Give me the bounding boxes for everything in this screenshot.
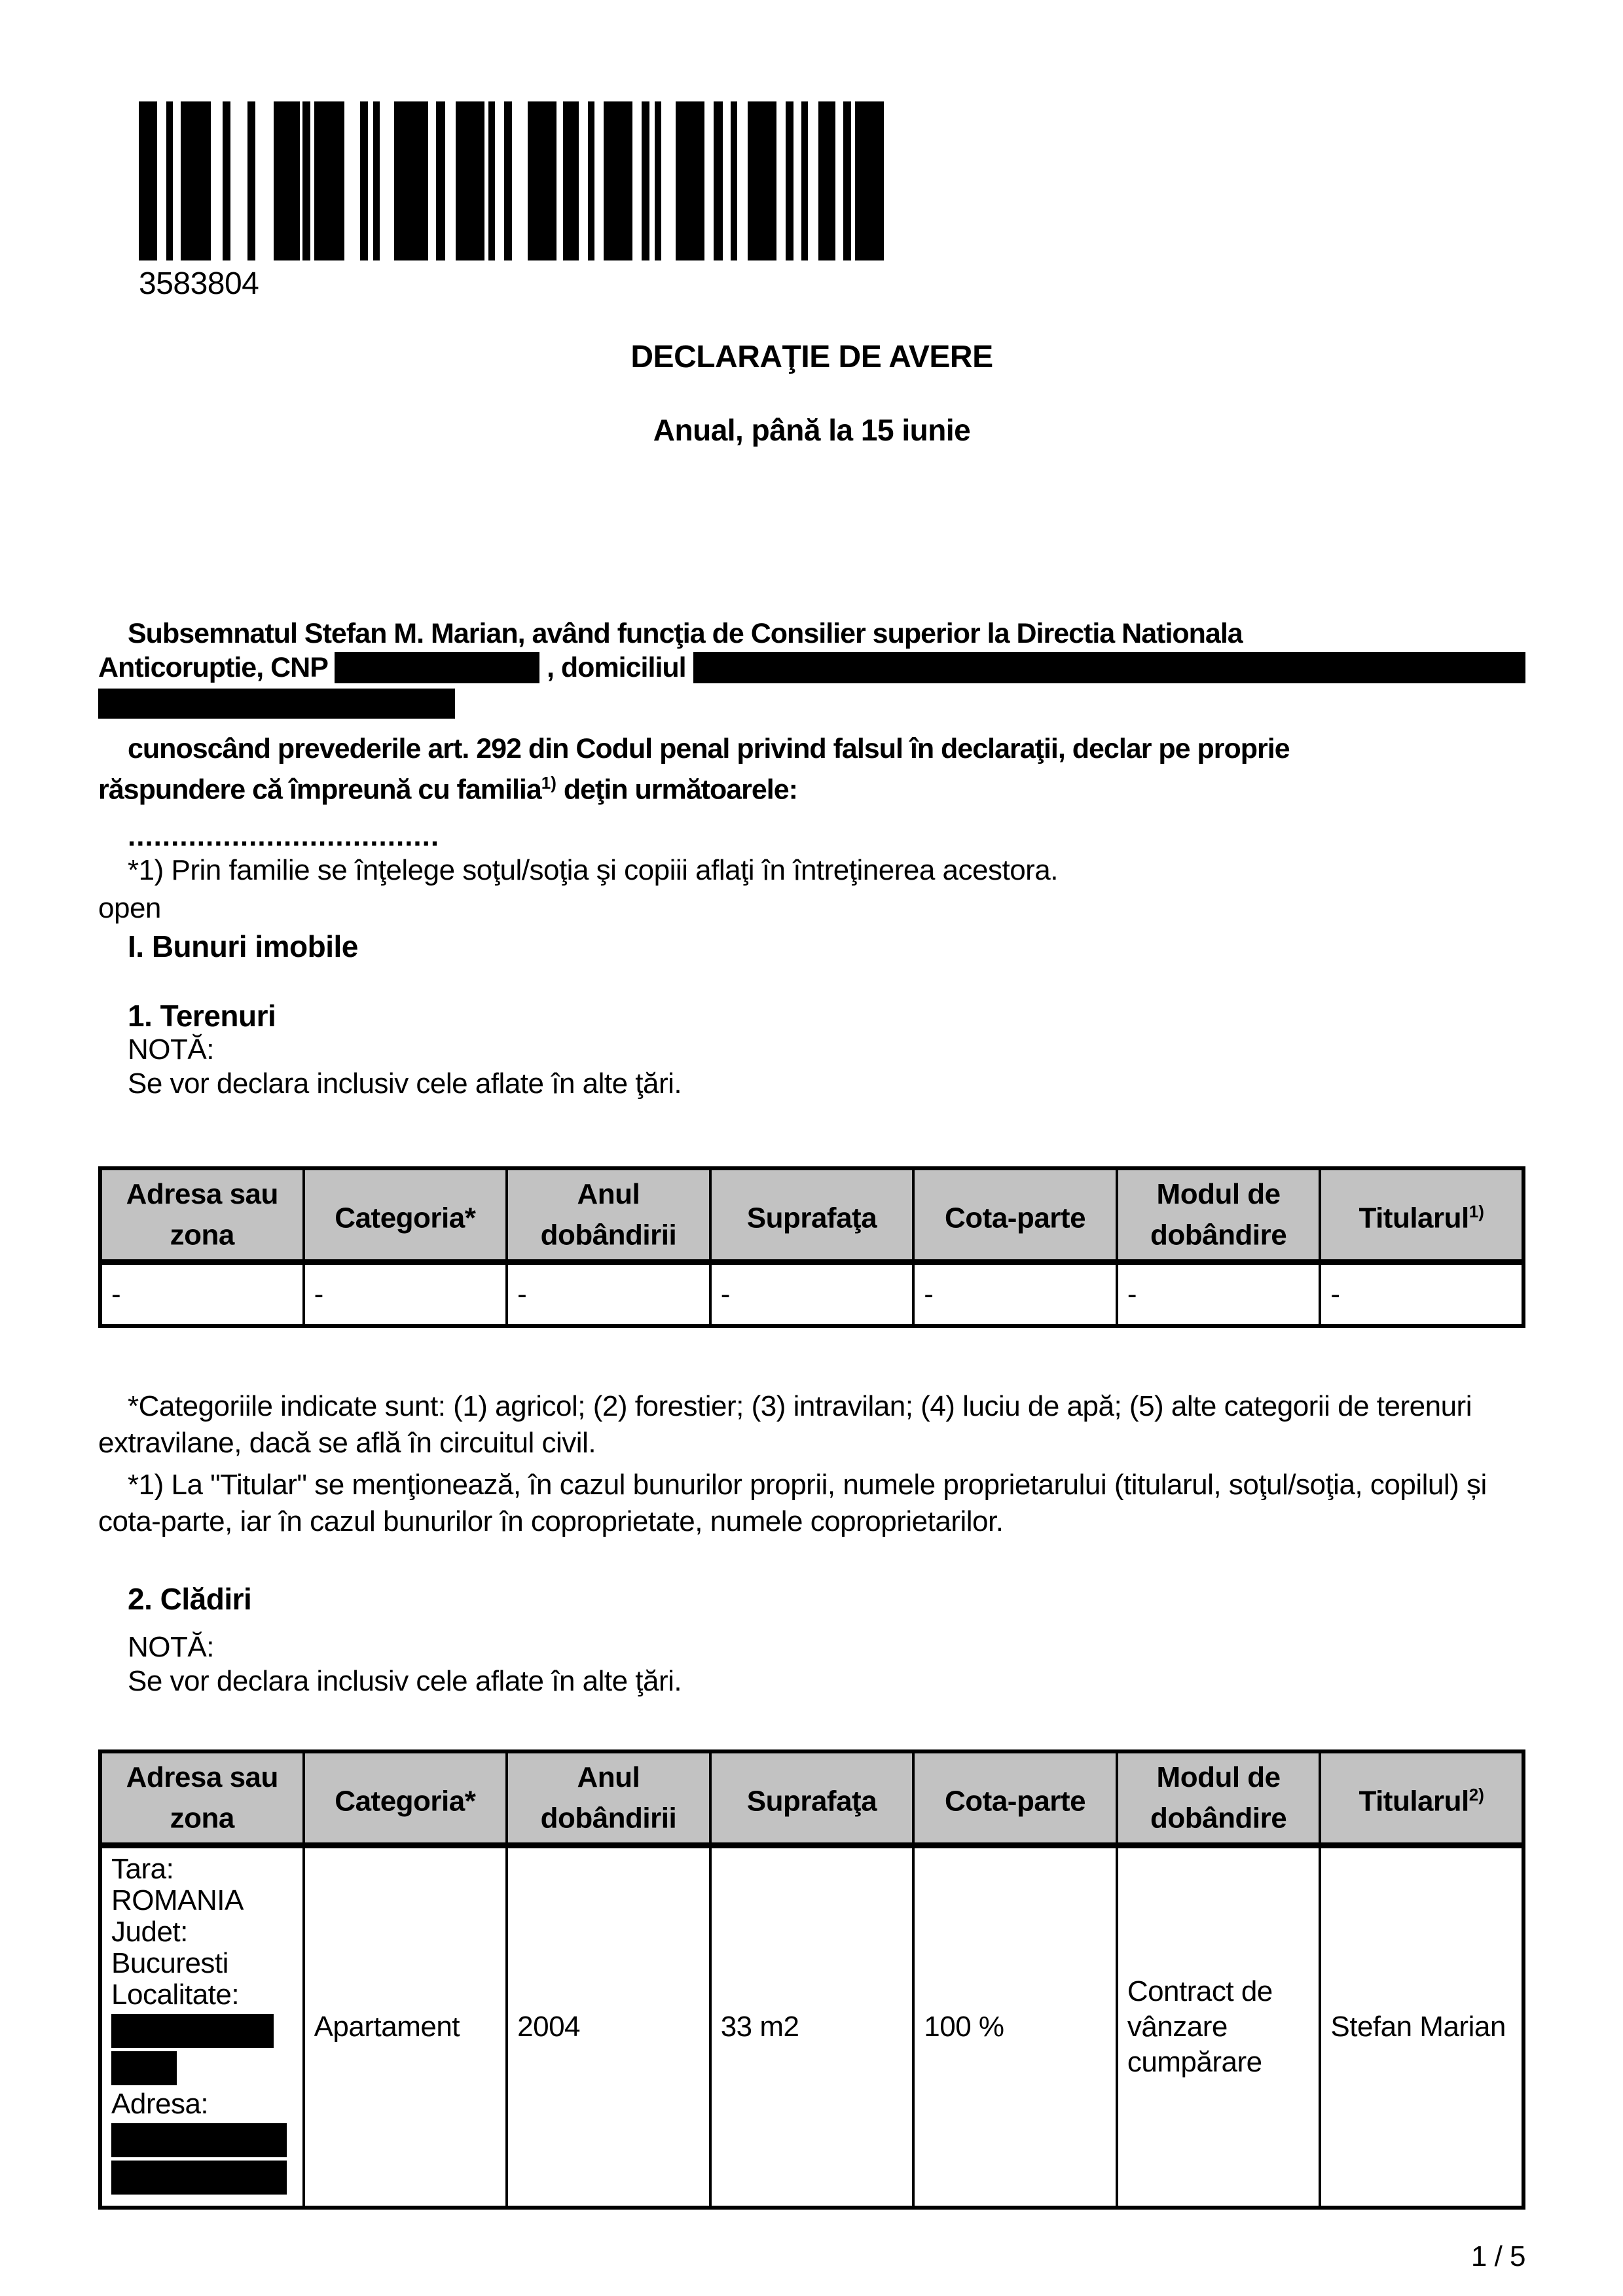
barcode-number: 3583804 [139, 266, 259, 301]
intro-line2-text-after-cnp: , domiciliul [539, 652, 693, 683]
header-label: Categoria* [335, 1785, 476, 1818]
terenuri-header-cota [913, 1168, 1117, 1263]
terenuri-header-adresa [100, 1168, 304, 1263]
intro-paragraph [98, 617, 1525, 719]
header-label: Suprafaţa [746, 1785, 877, 1818]
address-street-label: Adresa: [111, 2088, 209, 2121]
header-label: Anul dobândirii [540, 1178, 677, 1251]
address-county-value: Bucuresti [111, 1947, 228, 1980]
cladiri-header-cota [913, 1751, 1117, 1846]
header-label: Categoria* [335, 1202, 476, 1234]
cladiri-header-adresa [100, 1751, 304, 1846]
terenuri-header-modul [1117, 1168, 1321, 1263]
address-locality-label: Localitate: [111, 1979, 240, 2011]
cladiri-cell-modul: Contract de vânzare cumpărare [1117, 1846, 1321, 2208]
cladiri-cell-cota: 100 % [913, 1846, 1117, 2208]
cladiri-data-row [100, 1846, 1523, 2208]
cladiri-cell-anul: 2004 [507, 1846, 710, 2208]
barcode-image [139, 101, 884, 260]
cladiri-table-header [100, 1751, 1523, 1846]
cladiri-header-row [100, 1751, 1523, 1846]
header-label: Adresa sau zona [126, 1178, 278, 1251]
document-subtitle: Anual, până la 15 iunie [653, 413, 971, 447]
domicile-redaction-bar-continued [98, 689, 455, 719]
terenuri-cell-anul: - [507, 1263, 710, 1327]
declaration-line-1: cunoscând prevederile art. 292 din Codul penal privind falsul în declaraţii, declar pe proprie [128, 733, 1290, 764]
cladiri-cell-suprafata: 33 m2 [710, 1846, 914, 2208]
address-country-value: ROMANIA [111, 1884, 244, 1917]
domicile-redaction-bar [693, 652, 1525, 683]
header-label: Cota-parte [945, 1785, 1086, 1818]
terenuri-header-suprafata [710, 1168, 914, 1263]
locality-redaction-bar-2 [111, 2051, 177, 2085]
terenuri-cell-modul: - [1117, 1263, 1321, 1327]
terenuri-cell-titularul: - [1320, 1263, 1523, 1327]
nota-text-cladiri: Se vor declara inclusiv cele aflate în alte ţări. [128, 1665, 682, 1698]
page-number: 1 / 5 [1470, 2240, 1525, 2273]
declaration-line2-text: răspundere că împreună cu familia [98, 774, 541, 806]
terenuri-cell-categoria: - [304, 1263, 507, 1327]
cnp-redaction-bar [335, 652, 539, 683]
cladiri-cell-categoria: Apartament [304, 1846, 507, 2208]
section-bunuri-imobile: I. Bunuri imobile [128, 929, 358, 964]
family-definition-footnote: *1) Prin familie se înţelege soţul/soţia şi copiii aflaţi în întreţinerea acestora. [128, 854, 1059, 887]
header-label: Titularul [1359, 1785, 1469, 1818]
section-cladiri: 2. Clădiri [128, 1582, 252, 1617]
cladiri-cell-adresa [100, 1846, 304, 2208]
header-label: Adresa sau zona [126, 1761, 278, 1835]
terenuri-cell-cota: - [913, 1263, 1117, 1327]
address-country-label: Tara: [111, 1853, 174, 1886]
categories-footnote: *Categoriile indicate sunt: (1) agricol; (2) forestier; (3) intravilan; (4) luciu de apă; (5) alte categorii de terenuri extravilane, dacă se află în circuitul civil. [98, 1390, 1472, 1460]
nota-block-cladiri [98, 1630, 1525, 1698]
nota-label-cladiri: NOTĂ: [128, 1631, 214, 1664]
cladiri-header-modul [1117, 1751, 1321, 1846]
terenuri-header-anul [507, 1168, 710, 1263]
terenuri-table-header [100, 1168, 1523, 1263]
cladiri-header-suprafata [710, 1751, 914, 1846]
header-label: Modul de dobândire [1150, 1761, 1287, 1835]
declaration-paragraph [98, 732, 1525, 806]
terenuri-header-row [100, 1168, 1523, 1263]
dotted-fill-line: .................................... [128, 820, 440, 853]
header-label: Titularul [1359, 1202, 1469, 1234]
header-label: Suprafaţa [746, 1202, 877, 1234]
cladiri-header-titularul [1320, 1751, 1523, 1846]
street-redaction-bar-1 [111, 2123, 287, 2157]
intro-line-1: Subsemnatul Stefan M. Marian, având funcţia de Consilier superior la Directia Nationala [128, 618, 1243, 649]
nota-label-terenuri: NOTĂ: [128, 1033, 214, 1066]
titular-footnote: *1) La "Titular" se menţionează, în cazul bunurilor proprii, numele proprietarului (titularul, soţul/soţia, copilul) și cota-parte, iar în cazul bunurilor în coproprietate, numele coproprietarilor. [98, 1469, 1487, 1538]
document-title: DECLARAŢIE DE AVERE [630, 340, 993, 374]
header-label: Modul de dobândire [1150, 1178, 1287, 1251]
cladiri-header-anul [507, 1751, 710, 1846]
declaration-line-2 [98, 766, 1525, 806]
address-county-label: Judet: [111, 1916, 188, 1948]
intro-line2-text-before-cnp: Anticoruptie, CNP [98, 652, 335, 683]
terenuri-empty-row [100, 1263, 1523, 1327]
cladiri-header-categoria [304, 1751, 507, 1846]
terenuri-cell-adresa: - [100, 1263, 304, 1327]
terenuri-footnotes [98, 1388, 1525, 1540]
cladiri-cell-titularul: Stefan Marian [1320, 1846, 1523, 2208]
intro-line-2 [98, 651, 1525, 685]
header-sup: 2) [1468, 1785, 1484, 1804]
cladiri-table [98, 1749, 1525, 2210]
header-sup: 1) [1468, 1202, 1484, 1221]
terenuri-cell-suprafata: - [710, 1263, 914, 1327]
header-label: Cota-parte [945, 1202, 1086, 1234]
declaration-line2-rest: deţin următoarele: [556, 774, 797, 806]
terenuri-header-titularul [1320, 1168, 1523, 1263]
street-redaction-bar-2 [111, 2161, 287, 2195]
nota-text-terenuri: Se vor declara inclusiv cele aflate în alte ţări. [128, 1067, 682, 1100]
open-text: open [98, 892, 161, 925]
locality-redaction-bar-1 [111, 2014, 274, 2048]
terenuri-header-categoria [304, 1168, 507, 1263]
section-terenuri: 1. Terenuri [128, 999, 276, 1033]
header-label: Anul dobândirii [540, 1761, 677, 1835]
footnote-ref-1: 1) [541, 773, 556, 793]
terenuri-table [98, 1166, 1525, 1328]
